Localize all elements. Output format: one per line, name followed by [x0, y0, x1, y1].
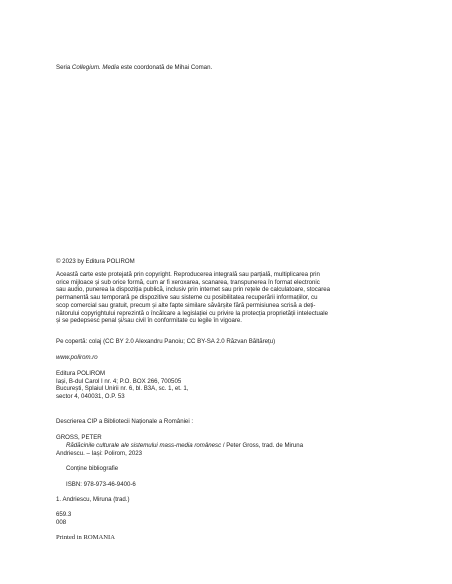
publisher-line: sector 4, 040031, O.P. 53 — [56, 393, 125, 401]
website-link: www.polirom.ro — [56, 354, 98, 361]
cip-title-line2: Andriescu. – Iași: Polirom, 2023 — [56, 450, 143, 457]
notice-line: Această carte este protejată prin copyright. Reproducerea integrală sau parțială, multiplicarea prin — [56, 271, 320, 278]
series-name: Collegium. Media — [71, 64, 119, 71]
cip-isbn: ISBN: 978-973-46-9400-6 — [66, 481, 136, 488]
cip-classification: 008 — [56, 519, 67, 526]
notice-line: orice mijloace și sub orice formă, cum ar fi xeroxarea, scanarea, transpunerea în format electronic — [56, 278, 320, 286]
copyright-line: © 2023 by Editura POLIROM — [56, 258, 135, 265]
cip-bibliography: Conține bibliografie — [66, 465, 119, 472]
cip-title: Rădăcinile culturale ale sistemului mass-media românesc / Peter Gross, trad. de Miruna — [66, 442, 304, 449]
cover-credit: Pe copertă: colaj (CC BY 2.0 Alexandru Panoiu; CC BY-SA 2.0 Răzvan Băltărețu) — [56, 338, 276, 345]
notice-line: permanentă sau temporară pe dispozitive sau sisteme cu posibilitatea recuperării informațiilor, cu — [56, 294, 318, 302]
cip-heading: Descrierea CIP a Bibliotecii Naționale a României : — [56, 418, 194, 425]
printed-in: Printed in ROMANIA — [56, 534, 115, 541]
publisher-line: Iași, B-dul Carol I nr. 4; P.O. BOX 266, 700505 — [56, 377, 182, 385]
publisher-line: București, Splaiul Unirii nr. 6, bl. B3A, sc. 1, et. 1, — [56, 385, 189, 393]
cip-translator: 1. Andriescu, Miruna (trad.) — [56, 496, 130, 503]
notice-line: nătorului copyrightului reprezintă o încălcare a legislației cu privire la protecția proprietății intelectuale — [56, 309, 328, 317]
copyright-notice — [56, 271, 401, 325]
cip-title-italic: Rădăcinile culturale ale sistemului mass-media românesc — [66, 442, 222, 449]
series-note: Seria Collegium. Media este coordonată de Mihai Coman. — [56, 64, 213, 71]
cip-author: GROSS, PETER — [56, 434, 102, 441]
notice-line: sau audio, punerea la dispoziția publică, inclusiv prin internet sau prin rețele de calculatoare, stocarea — [56, 286, 331, 294]
cip-classification: 659.3 — [56, 511, 72, 518]
notice-line: și se pedepsesc penal și/sau civil în conformitate cu legile în vigoare. — [56, 317, 242, 325]
publisher-address — [56, 370, 401, 401]
publisher-line: Editura POLIROM — [56, 370, 106, 377]
notice-line: scop comercial sau gratuit, precum și alte fapte similare săvârșite fără permisiunea scrisă a deți- — [56, 301, 316, 309]
